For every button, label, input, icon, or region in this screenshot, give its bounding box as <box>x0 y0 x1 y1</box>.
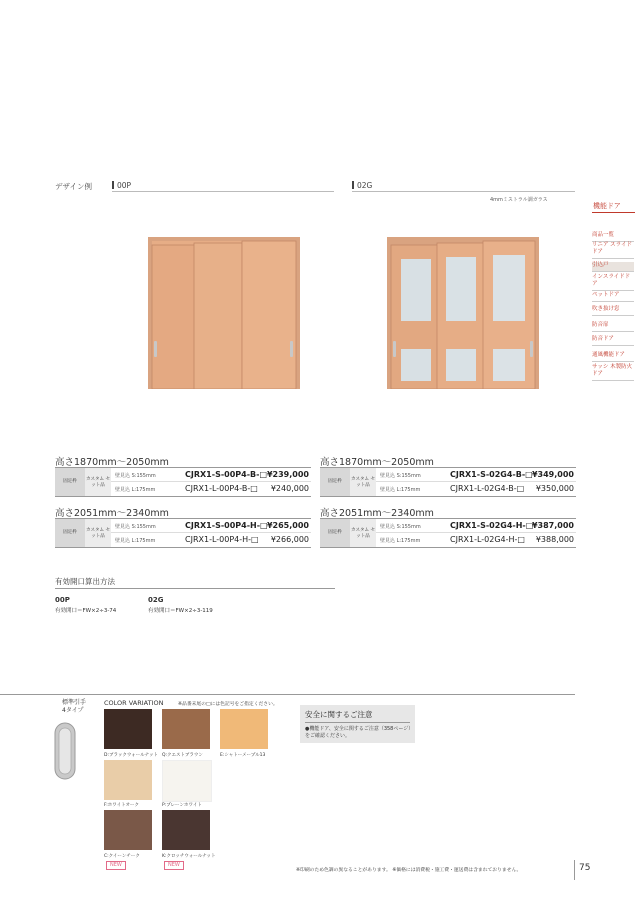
wall-depth-label: 壁見込 S:155mm <box>115 473 156 479</box>
handle-image <box>54 722 76 784</box>
swatch-c <box>104 810 152 850</box>
swatch-k <box>162 810 210 850</box>
sidebar-item-fireproof[interactable]: サッシ 木製防火ドア <box>592 364 634 381</box>
swatch-label-k: K:クロッチウォールナット <box>162 854 216 859</box>
door-image-00p <box>148 237 300 389</box>
opening-title: 有効開口算出方法 <box>55 577 115 586</box>
opening-formula-00p: 有効開口＝FW×2÷3-74 <box>55 608 117 614</box>
sidebar-item-ventilation[interactable]: 通風機能ドア <box>592 352 634 362</box>
price-row <box>111 469 311 482</box>
sidebar-title-underline <box>592 212 635 213</box>
price: ¥387,000 <box>531 521 574 530</box>
swatch-label-c: C:クイーンチーク <box>104 854 140 859</box>
glass-note: 4mmミストラル調ガラス <box>490 197 548 203</box>
price: ¥265,000 <box>266 521 309 530</box>
bottom-band-divider <box>0 694 575 695</box>
opening-formula-02g: 有効開口＝FW×2÷3-119 <box>148 608 213 614</box>
product-code: CJRX1-S-00P4-H-□ <box>185 521 268 530</box>
set-label: カスタム セット品 <box>350 519 376 547</box>
sidebar-item-atrium[interactable]: 吹き抜け窓 <box>592 306 634 316</box>
price-row <box>376 534 576 546</box>
new-badge-c: NEW <box>106 861 126 870</box>
color-variation-title: COLOR VARIATION <box>104 699 164 707</box>
price: ¥349,000 <box>531 470 574 479</box>
divider-00p <box>112 191 334 192</box>
set-label: カスタム セット品 <box>350 468 376 496</box>
safety-title: 安全に関するご注意 <box>305 710 373 719</box>
swatch-label-e: E:シャトーメープル13 <box>220 753 266 758</box>
swatch-p <box>162 760 212 802</box>
wall-depth-label: 壁見込 L:175mm <box>115 487 156 493</box>
product-code: CJRX1-L-02G4-H-□ <box>450 535 525 544</box>
frame-label: 固定枠 <box>55 468 85 496</box>
price-row <box>111 534 311 546</box>
price-row <box>111 483 311 495</box>
price-table <box>55 518 311 548</box>
sidebar-title: 機能ドア <box>593 202 621 210</box>
price-row <box>376 483 576 495</box>
wall-depth-label: 壁見込 L:175mm <box>115 538 156 544</box>
frame-label: 固定枠 <box>320 468 350 496</box>
price-table <box>55 467 311 497</box>
model-code-02g: 02G <box>352 181 372 190</box>
handle-title: 標準引手 4タイプ <box>62 699 87 714</box>
footer-note: ※印刷のため色調の異なることがあります。 ※価格には消費税・施工費・運送費は含まれておりません。 <box>296 868 522 873</box>
product-code: CJRX1-L-00P4-H-□ <box>185 535 259 544</box>
divider-02g <box>352 191 575 192</box>
opening-code-00p: 00P <box>55 596 70 604</box>
price-table <box>320 518 576 548</box>
swatch-label-d: D:ブラックウォールナット <box>104 753 159 758</box>
price-row <box>376 520 576 533</box>
swatch-label-q: Q:クエストブラウン <box>162 753 203 758</box>
sidebar-item-pet[interactable]: ペットドア <box>592 292 634 302</box>
safety-body: ●機能ドア、安全に関するご注意（358ページ）をご確認ください。 <box>305 726 411 739</box>
swatch-d <box>104 709 152 749</box>
page-number: 75 <box>579 863 591 873</box>
swatch-e <box>220 709 268 749</box>
sidebar-item-soundproof-door[interactable]: 防音ドア <box>592 336 634 346</box>
price-block-title: 高さ2051mm〜2340mm <box>55 508 169 519</box>
page-divider <box>574 860 575 880</box>
price: ¥388,000 <box>535 535 574 544</box>
wall-depth-label: 壁見込 L:175mm <box>380 538 421 544</box>
safety-notice <box>300 705 415 743</box>
price-row <box>376 469 576 482</box>
sidebar-item-list[interactable]: 商品一覧 <box>592 232 634 242</box>
product-code: CJRX1-S-02G4-H-□ <box>450 521 534 530</box>
swatch-f <box>104 760 152 800</box>
set-label: カスタム セット品 <box>85 519 111 547</box>
swatch-q <box>162 709 210 749</box>
frame-label: 固定枠 <box>55 519 85 547</box>
price: ¥266,000 <box>270 535 309 544</box>
model-code-00p: 00P <box>112 181 131 190</box>
price: ¥239,000 <box>266 470 309 479</box>
price: ¥240,000 <box>270 484 309 493</box>
opening-divider <box>55 588 335 589</box>
product-code: CJRX1-S-00P4-B-□ <box>185 470 268 479</box>
wall-depth-label: 壁見込 S:155mm <box>115 524 156 530</box>
product-code: CJRX1-S-02G4-B-□ <box>450 470 533 479</box>
price-block-title: 高さ1870mm〜2050mm <box>320 457 434 468</box>
opening-code-02g: 02G <box>148 596 164 604</box>
sidebar-item-inslide[interactable]: インスライドドア <box>592 274 634 291</box>
product-code: CJRX1-L-00P4-B-□ <box>185 484 258 493</box>
sidebar-item-pocket[interactable]: 引込戸 <box>592 262 634 272</box>
sidebar-item-linear[interactable]: リニア スライドドア <box>592 242 634 259</box>
swatch-label-f: F:ホワイトオーク <box>104 803 139 808</box>
price-row <box>111 520 311 533</box>
design-example-label: デザイン例 <box>55 182 92 191</box>
price-block-title: 高さ1870mm〜2050mm <box>55 457 169 468</box>
color-variation-note: ※品番末尾の□には色記号をご指定ください。 <box>178 702 278 707</box>
safety-title-underline <box>305 722 410 723</box>
new-badge-k: NEW <box>164 861 184 870</box>
door-image-02g <box>387 237 539 389</box>
set-label: カスタム セット品 <box>85 468 111 496</box>
price-table <box>320 467 576 497</box>
sidebar-item-soundproof[interactable]: 防音扉 <box>592 322 634 332</box>
wall-depth-label: 壁見込 S:155mm <box>380 524 421 530</box>
frame-label: 固定枠 <box>320 519 350 547</box>
product-code: CJRX1-L-02G4-B-□ <box>450 484 525 493</box>
wall-depth-label: 壁見込 S:155mm <box>380 473 421 479</box>
swatch-label-p: P:プレーンホワイト <box>162 803 202 808</box>
price-block-title: 高さ2051mm〜2340mm <box>320 508 434 519</box>
price: ¥350,000 <box>535 484 574 493</box>
wall-depth-label: 壁見込 L:175mm <box>380 487 421 493</box>
